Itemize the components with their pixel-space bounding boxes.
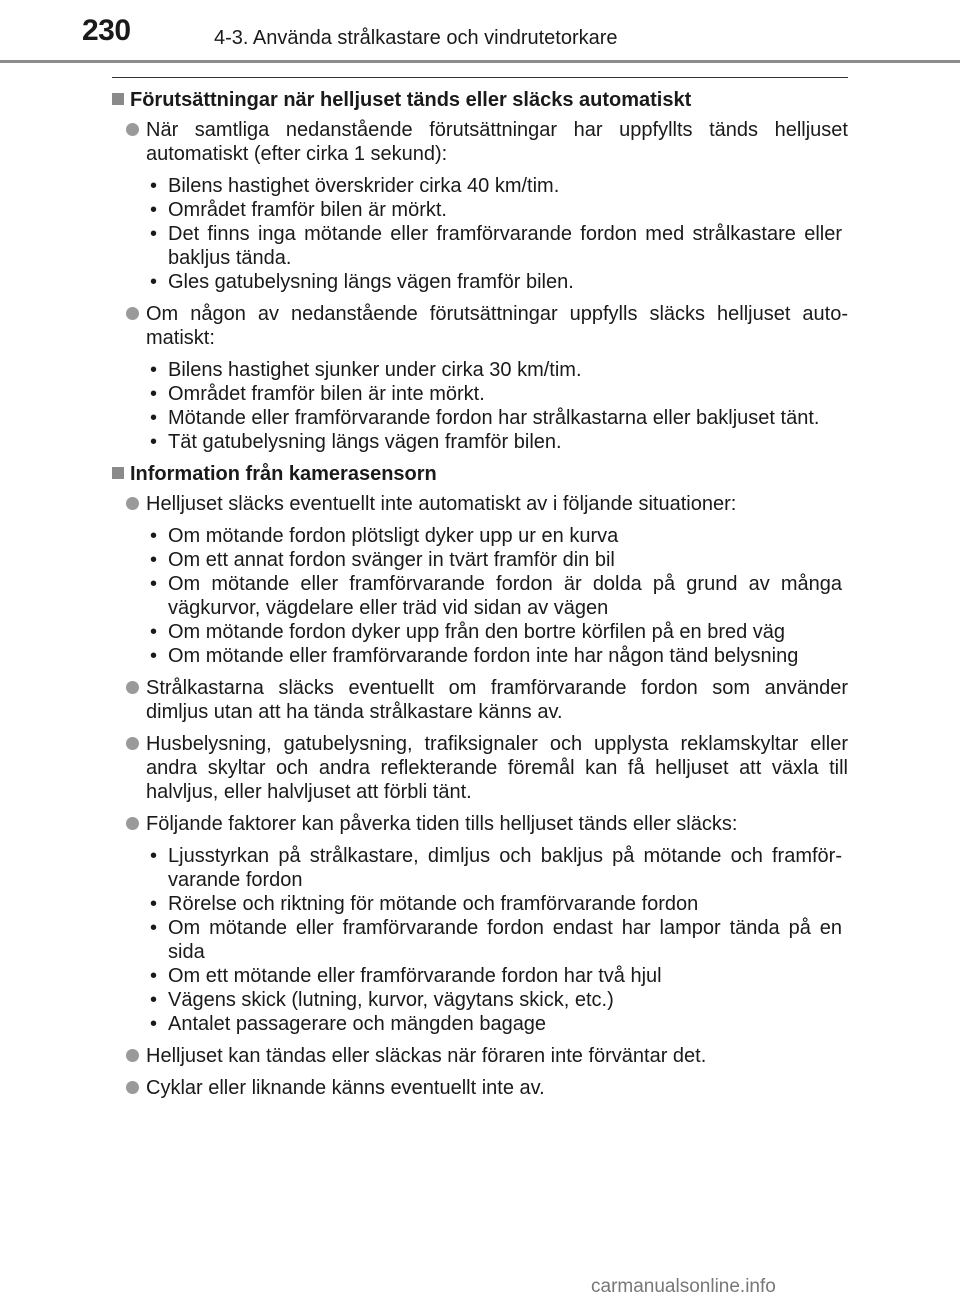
square-bullet-icon xyxy=(112,93,124,105)
list-item-text: Området framför bilen är inte mörkt. xyxy=(168,383,485,405)
paragraph xyxy=(112,812,848,836)
list-item-text: Om mötande fordon dyker upp från den bortre körfilen på en bred väg xyxy=(168,621,786,643)
list-item-text: Om mötande fordon plötsligt dyker upp ur en kurva xyxy=(168,525,619,547)
list-item-text: Bilens hastighet sjunker under cirka 30 km/tim. xyxy=(168,359,582,381)
list-item xyxy=(112,524,848,548)
list-item xyxy=(112,988,848,1012)
circle-bullet-icon xyxy=(126,497,139,510)
bullet-dot-icon: • xyxy=(150,845,158,867)
bullet-dot-icon: • xyxy=(150,359,158,381)
list-item-text: Om mötande eller framförvarande fordon endast har lampor tända på en sida xyxy=(168,917,842,963)
list-item xyxy=(112,270,848,294)
paragraph xyxy=(112,302,848,350)
list-item xyxy=(112,964,848,988)
list-item xyxy=(112,222,848,270)
paragraph xyxy=(112,118,848,166)
list-item xyxy=(112,406,848,430)
list-item xyxy=(112,572,848,620)
bullet-dot-icon: • xyxy=(150,965,158,987)
paragraph-text: Helljuset kan tändas eller släckas när föraren inte förväntar det. xyxy=(146,1045,707,1067)
bullet-dot-icon: • xyxy=(150,989,158,1011)
square-bullet-icon xyxy=(112,467,124,479)
bullet-dot-icon: • xyxy=(150,1013,158,1035)
bullet-dot-icon: • xyxy=(150,893,158,915)
list-item xyxy=(112,198,848,222)
circle-bullet-icon xyxy=(126,123,139,136)
bullet-dot-icon: • xyxy=(150,175,158,197)
list-item xyxy=(112,430,848,454)
bullet-list xyxy=(112,524,848,668)
circle-bullet-icon xyxy=(126,681,139,694)
circle-bullet-icon xyxy=(126,737,139,750)
paragraph-text: När samtliga nedanstående förutsättningar har uppfyllts tänds helljuset automatiskt (efter cirka 1 sekund): xyxy=(146,119,848,165)
list-item xyxy=(112,174,848,198)
section-title xyxy=(112,88,848,112)
paragraph xyxy=(112,492,848,516)
circle-bullet-icon xyxy=(126,1049,139,1062)
paragraph xyxy=(112,676,848,724)
list-item xyxy=(112,620,848,644)
list-item-text: Bilens hastighet överskrider cirka 40 km/tim. xyxy=(168,175,560,197)
list-item-text: Ljusstyrkan på strålkastare, dimljus och bakljus på mötande och framför-varande fordon xyxy=(168,845,842,891)
list-item xyxy=(112,844,848,892)
section xyxy=(112,462,848,1100)
section-title xyxy=(112,462,848,486)
bullet-list xyxy=(112,844,848,1036)
circle-bullet-icon xyxy=(126,1081,139,1094)
list-item xyxy=(112,382,848,406)
circle-bullet-icon xyxy=(126,817,139,830)
bullet-dot-icon: • xyxy=(150,621,158,643)
page-content xyxy=(112,88,848,1108)
list-item-text: Området framför bilen är mörkt. xyxy=(168,199,447,221)
list-item-text: Om mötande eller framförvarande fordon är dolda på grund av många vägkurvor, vägdelare eller träd vid sidan av vägen xyxy=(168,573,842,619)
list-item-text: Det finns inga mötande eller framförvarande fordon med strålkastare eller bakljus tända. xyxy=(168,223,842,269)
list-item-text: Om ett annat fordon svänger in tvärt framför din bil xyxy=(168,549,615,571)
list-item xyxy=(112,916,848,964)
bullet-dot-icon: • xyxy=(150,549,158,571)
bullet-list xyxy=(112,358,848,454)
paragraph-text: Om någon av nedanstående förutsättningar uppfylls släcks helljuset auto-matiskt: xyxy=(146,303,848,349)
list-item xyxy=(112,892,848,916)
list-item xyxy=(112,358,848,382)
list-item-text: Rörelse och riktning för mötande och framförvarande fordon xyxy=(168,893,699,915)
header-rule xyxy=(0,60,960,63)
bullet-dot-icon: • xyxy=(150,431,158,453)
list-item-text: Gles gatubelysning längs vägen framför bilen. xyxy=(168,271,574,293)
bullet-dot-icon: • xyxy=(150,223,158,245)
list-item xyxy=(112,644,848,668)
list-item-text: Antalet passagerare och mängden bagage xyxy=(168,1013,547,1035)
paragraph xyxy=(112,732,848,804)
bullet-dot-icon: • xyxy=(150,383,158,405)
paragraph xyxy=(112,1076,848,1100)
bullet-dot-icon: • xyxy=(150,525,158,547)
bullet-dot-icon: • xyxy=(150,573,158,595)
section-title-text: Förutsättningar när helljuset tänds eller släcks automatiskt xyxy=(130,89,692,111)
bullet-dot-icon: • xyxy=(150,199,158,221)
bullet-dot-icon: • xyxy=(150,917,158,939)
list-item-text: Vägens skick (lutning, kurvor, vägytans skick, etc.) xyxy=(168,989,614,1011)
chapter-title: 4-3. Använda strålkastare och vindrutetorkare xyxy=(214,27,618,49)
list-item xyxy=(112,548,848,572)
list-item xyxy=(112,1012,848,1036)
paragraph-text: Husbelysning, gatubelysning, trafiksignaler och upplysta reklamskyltar eller andra skyltar och andra reflekterande föremål kan få helljuset att växla till halvljus, eller halvljuset att förbli tänt. xyxy=(146,733,848,803)
watermark: carmanualsonline.info xyxy=(591,1276,776,1297)
page-header xyxy=(0,0,960,64)
page-number: 230 xyxy=(82,14,131,47)
paragraph xyxy=(112,1044,848,1068)
section xyxy=(112,88,848,454)
paragraph-text: Strålkastarna släcks eventuellt om framförvarande fordon som använder dimljus utan att ha tända strålkastare känns av. xyxy=(146,677,848,723)
list-item-text: Tät gatubelysning längs vägen framför bilen. xyxy=(168,431,562,453)
bullet-dot-icon: • xyxy=(150,645,158,667)
paragraph-text: Helljuset släcks eventuellt inte automatiskt av i följande situationer: xyxy=(146,493,737,515)
circle-bullet-icon xyxy=(126,307,139,320)
section-title-text: Information från kamerasensorn xyxy=(130,463,437,485)
bullet-list xyxy=(112,174,848,294)
list-item-text: Mötande eller framförvarande fordon har strålkastarna eller bakljuset tänt. xyxy=(168,407,820,429)
list-item-text: Om mötande eller framförvarande fordon inte har någon tänd belysning xyxy=(168,645,799,667)
bullet-dot-icon: • xyxy=(150,271,158,293)
content-divider xyxy=(112,77,848,78)
list-item-text: Om ett mötande eller framförvarande fordon har två hjul xyxy=(168,965,662,987)
paragraph-text: Följande faktorer kan påverka tiden tills helljuset tänds eller släcks: xyxy=(146,813,738,835)
paragraph-text: Cyklar eller liknande känns eventuellt inte av. xyxy=(146,1077,545,1099)
bullet-dot-icon: • xyxy=(150,407,158,429)
